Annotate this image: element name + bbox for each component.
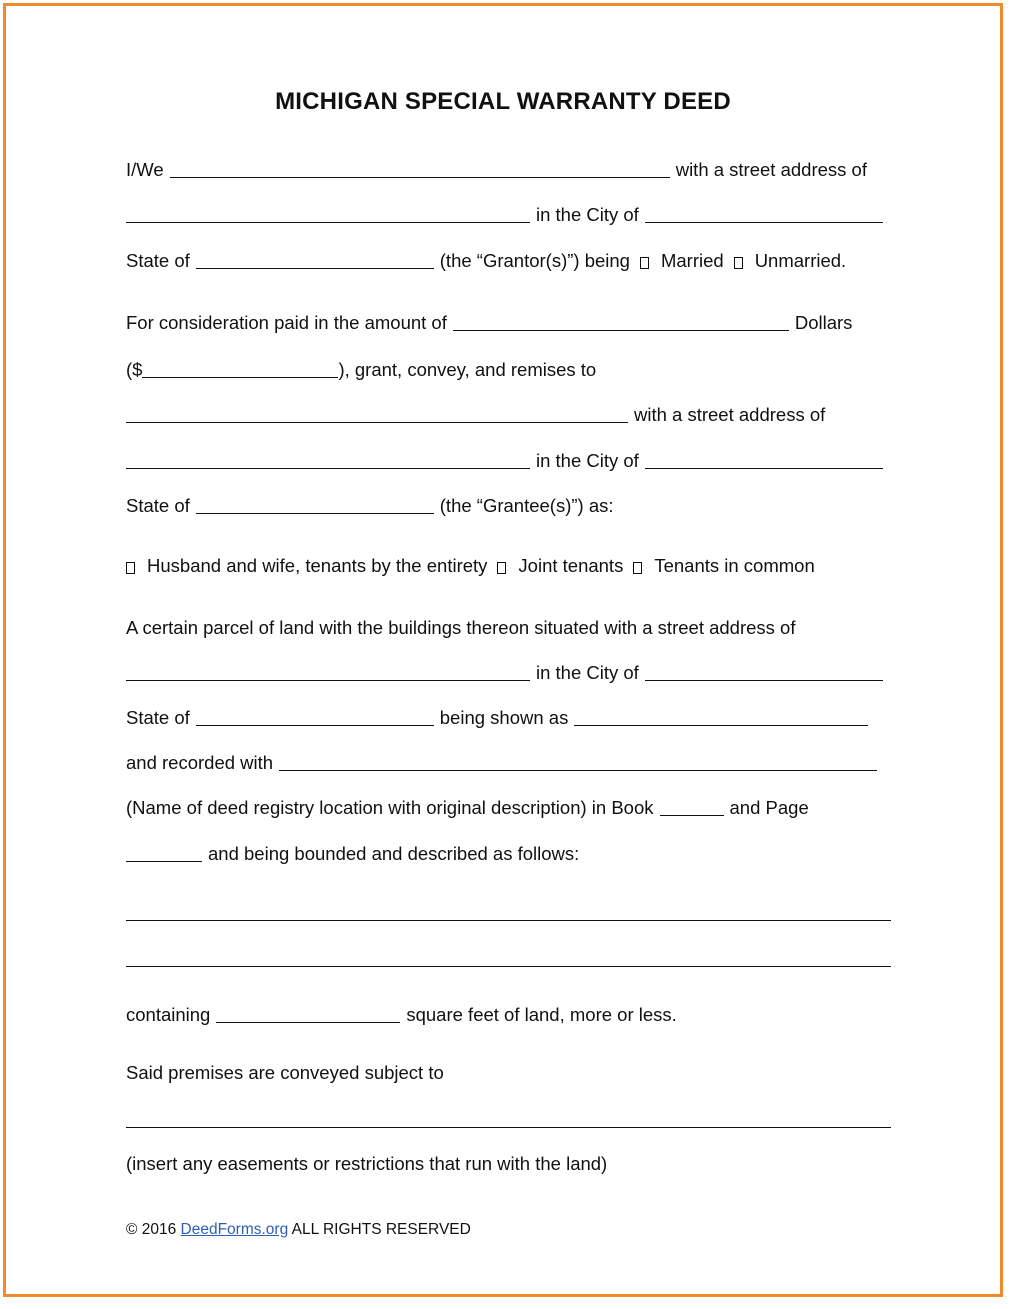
tenants-common-label: Tenants in common	[654, 555, 815, 576]
grantor-street-label: with a street address of	[675, 159, 867, 180]
description-line-2[interactable]	[126, 966, 891, 967]
registry-line	[126, 796, 809, 820]
parcel-city-label: in the City of	[536, 662, 639, 683]
recorded-with-label: and recorded with	[126, 752, 274, 773]
married-checkbox[interactable]	[640, 257, 649, 269]
grantee-line-3	[126, 494, 614, 518]
grantee-city-field[interactable]	[645, 450, 883, 469]
unmarried-checkbox[interactable]	[734, 257, 743, 269]
containing-label: containing	[126, 1004, 211, 1025]
grantor-street-field[interactable]	[126, 204, 530, 223]
subject-line	[126, 1061, 444, 1085]
consideration-amount-number-field[interactable]	[142, 359, 338, 378]
parcel-line-2	[126, 661, 889, 685]
rights-text: ALL RIGHTS RESERVED	[291, 1221, 471, 1238]
grantee-state-label: State of	[126, 495, 190, 516]
parcel-intro-label: A certain parcel of land with the buildings thereon situated with a street address of	[126, 617, 796, 638]
description-line-1[interactable]	[126, 920, 891, 921]
grantor-line-3	[126, 249, 846, 273]
deedforms-link[interactable]: DeedForms.org	[180, 1221, 289, 1238]
joint-tenants-label: Joint tenants	[518, 555, 624, 576]
parcel-state-label: State of	[126, 707, 190, 728]
parcel-street-field[interactable]	[126, 662, 530, 681]
grantee-city-label: in the City of	[536, 450, 639, 471]
grantee-street-field[interactable]	[126, 450, 530, 469]
bounded-label: and being bounded and described as follows:	[208, 843, 580, 864]
grant-convey-label: ), grant, convey, and remises to	[338, 359, 597, 380]
being-shown-field[interactable]	[574, 707, 868, 726]
grantee-line-2	[126, 449, 889, 473]
parcel-intro	[126, 616, 795, 640]
recorded-with-field[interactable]	[279, 752, 877, 771]
page-title: MICHIGAN SPECIAL WARRANTY DEED	[275, 88, 731, 115]
square-feet-field[interactable]	[216, 1004, 400, 1023]
registry-note-label: (Name of deed registry location with original description) in Book	[126, 797, 654, 818]
grantor-city-label: in the City of	[536, 204, 639, 225]
tenants-common-checkbox[interactable]	[633, 562, 642, 574]
consideration-label: For consideration paid in the amount of	[126, 312, 447, 333]
grantor-city-field[interactable]	[645, 204, 883, 223]
book-field[interactable]	[660, 797, 724, 816]
grantee-street-label: with a street address of	[634, 404, 826, 425]
consideration-line-1	[126, 311, 852, 335]
subject-label: Said premises are conveyed subject to	[126, 1062, 444, 1083]
joint-tenants-checkbox[interactable]	[497, 562, 506, 574]
grantor-line-1	[126, 158, 867, 182]
grantor-state-field[interactable]	[196, 250, 434, 269]
grantor-name-field[interactable]	[170, 159, 670, 178]
married-label: Married	[660, 250, 724, 271]
copyright-text: © 2016	[126, 1221, 177, 1238]
square-feet-label: square feet of land, more or less.	[406, 1004, 677, 1025]
unmarried-label: Unmarried.	[754, 250, 847, 271]
grantee-name-field[interactable]	[126, 404, 628, 423]
grantee-role-label: (the “Grantee(s)”) as:	[439, 495, 614, 516]
grantor-role-label: (the “Grantor(s)”) being	[439, 250, 630, 271]
deed-page	[3, 3, 1003, 1297]
iwe-label: I/We	[126, 159, 164, 180]
parcel-city-field[interactable]	[645, 662, 883, 681]
husband-wife-checkbox[interactable]	[126, 562, 135, 574]
husband-wife-label: Husband and wife, tenants by the entirety	[147, 555, 488, 576]
tenancy-options	[126, 554, 815, 578]
bounded-line	[126, 842, 579, 866]
footer	[126, 1221, 471, 1239]
easements-note-row	[126, 1152, 607, 1176]
grantor-line-2	[126, 203, 889, 227]
grantee-state-field[interactable]	[196, 495, 434, 514]
being-shown-label: being shown as	[439, 707, 569, 728]
parcel-line-3	[126, 706, 874, 730]
easements-note: (insert any easements or restrictions that run with the land)	[126, 1153, 608, 1174]
grantee-line-1	[126, 403, 825, 427]
easements-line[interactable]	[126, 1127, 891, 1128]
consideration-amount-words-field[interactable]	[453, 312, 789, 331]
page-field[interactable]	[126, 843, 202, 862]
grantor-state-label: State of	[126, 250, 190, 271]
and-page-label: and Page	[729, 797, 809, 818]
containing-line	[126, 1003, 677, 1027]
dollar-open-label: ($	[126, 359, 143, 380]
consideration-line-2	[126, 358, 596, 382]
recorded-line	[126, 751, 883, 775]
parcel-state-field[interactable]	[196, 707, 434, 726]
dollars-label: Dollars	[794, 312, 853, 333]
